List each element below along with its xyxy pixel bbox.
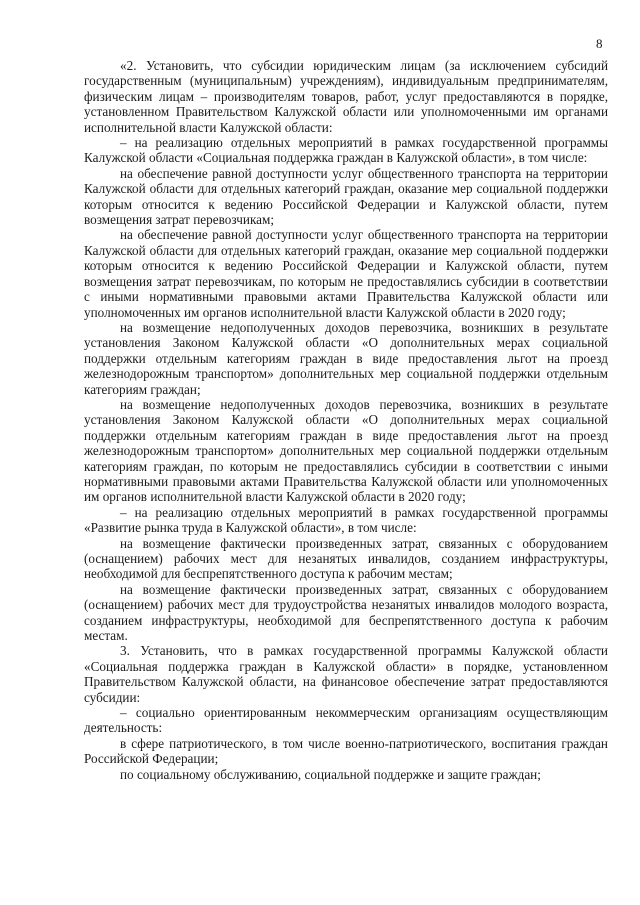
paragraph-transport-equal-access-2020: на обеспечение равной доступности услуг общественного транспорта на территории Калужской области для отдельных категорий граждан, оказание мер социальной поддержки которым относится к ведению Российской Федерации и Калужской области, путем возмещения затрат перевозчикам, по которым не предоставлялись субсидии в соответствии с иными нормативными правовыми актами Правительства Калужской области или уполномоченных им органов исполнительной власти Калужской области в 2020 году; (84, 227, 608, 320)
page-number: 8 (596, 36, 603, 51)
paragraph-railway-compensation-2020: на возмещение недополученных доходов перевозчика, возникших в результате установления Законом Калужской области «О дополнительных мерах социальной поддержки отдельным категориям граждан в виде предоставления льгот на проезд железнодорожным транспортом» дополнительных мер социальной поддержки отдельным категориям граждан, по которым не предоставлялись субсидии в соответствии с иными нормативными правовыми актами Правительства Калужской области или уполномоченных им органов исполнительной власти Калужской области в 2020 году; (84, 396, 608, 505)
paragraph-nonprofit-organizations: – социально ориентированным некоммерческим организациям осуществляющим деятельность: (84, 705, 608, 736)
paragraph-clause-2-intro: «2. Установить, что субсидии юридическим лицам (за исключением субсидий государственным (муниципальным) учреждениям), индивидуальным предпринимателям, физическим лицам – производителям товаров, работ, услуг предоставляются в порядке, установленном Правительством Калужской области или уполномоченными им органами исполнительной власти Калужской области: (84, 58, 608, 135)
paragraph-clause-3-intro: 3. Установить, что в рамках государственной программы Калужской области «Социальная поддержка граждан в Калужской области» в порядке, установленном Правительством Калужской области, на финансовое обеспечение затрат предоставляются субсидии: (84, 643, 608, 705)
paragraph-disabled-workplaces: на возмещение фактически произведенных затрат, связанных с оборудованием (оснащением) рабочих мест для незанятых инвалидов, созданием инфраструктуры, необходимой для беспрепятственного доступа к рабочим местам; (84, 535, 608, 582)
paragraph-social-services: по социальному обслуживанию, социальной поддержке и защите граждан; (120, 766, 541, 782)
paragraph-patriotic-education: в сфере патриотического, в том числе военно-патриотического, воспитания граждан Российской Федерации; (84, 735, 608, 767)
paragraph-social-support-program: – на реализацию отдельных мероприятий в рамках государственной программы Калужской области «Социальная поддержка граждан в Калужской области», в том числе: (84, 135, 608, 166)
document-body (84, 58, 608, 782)
paragraph-railway-compensation: на возмещение недополученных доходов перевозчика, возникших в результате установления Законом Калужской области «О дополнительных мерах социальной поддержки отдельным категориям граждан в виде предоставления льгот на проезд железнодорожным транспортом» дополнительных мер социальной поддержки отдельным категориям граждан; (84, 319, 608, 397)
paragraph-transport-equal-access: на обеспечение равной доступности услуг общественного транспорта на территории Калужской области для отдельных категорий граждан, оказание мер социальной поддержки которым относится к ведению Российской Федерации и Калужской области, путем возмещения затрат перевозчикам; (84, 165, 608, 228)
paragraph-labor-market-program: – на реализацию отдельных мероприятий в рамках государственной программы «Развитие рынка труда в Калужской области», в том числе: (84, 504, 608, 536)
paragraph-young-disabled-workplaces: на возмещение фактически произведенных затрат, связанных с оборудованием (оснащением) рабочих мест для трудоустройства незанятых инвалидов молодого возраста, созданием инфраструктуры, необходимой для беспрепятственного доступа к рабочим местам. (84, 581, 608, 644)
